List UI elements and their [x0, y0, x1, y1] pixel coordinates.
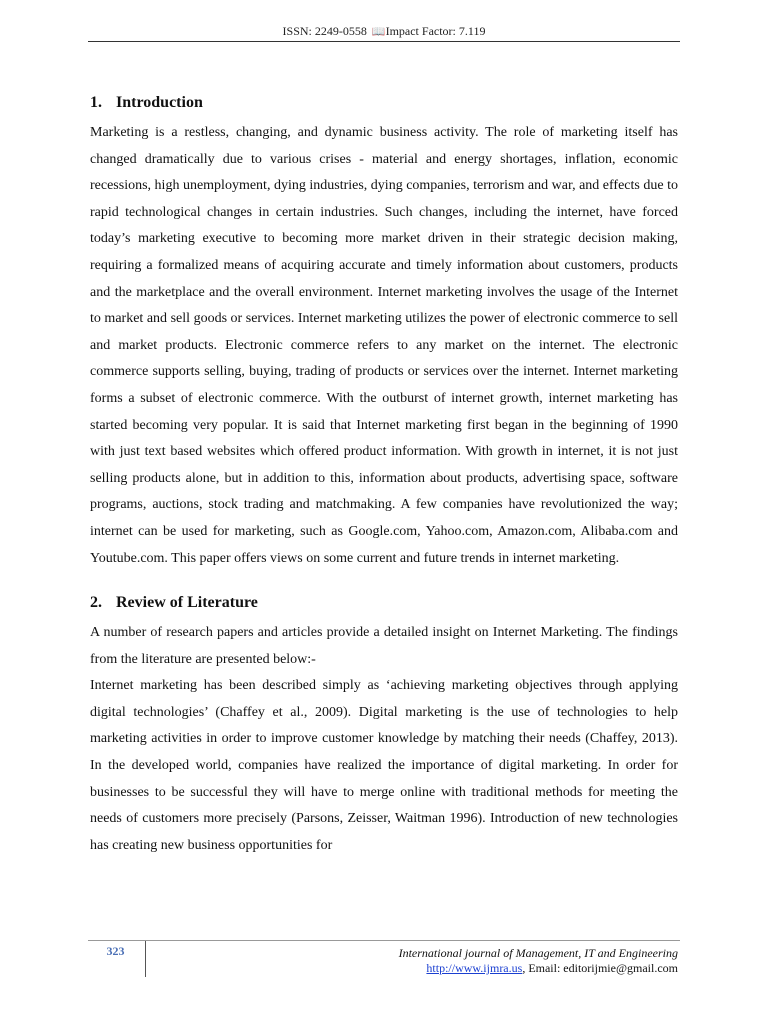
footer-divider [88, 940, 680, 941]
review-paragraph: Internet marketing has been described simply as ‘achieving marketing objectives through applying digital technologies’ (Chaffey et al., 2009). Digital marketing is the use of technologies to help marketing activities in order to improve customer knowledge by matching their needs (Chaffey, 2013). In the developed world, companies have realized the importance of digital marketing. In order for businesses to be successful they will have to merge online with traditional methods for meeting the needs of customers more precisely (Parsons, Zeisser, Waitman 1996). Introduction of new technologies has creating new business opportunities for [90, 678, 678, 853]
section-title: Review of Literature [116, 594, 258, 612]
article-body [90, 92, 678, 859]
journal-url-link[interactable]: http://www.ijmra.us [426, 961, 523, 975]
section-title: Introduction [116, 94, 203, 111]
header-divider [88, 41, 680, 42]
page-number: 323 [106, 944, 125, 958]
section-number: 1. [90, 94, 102, 111]
section-heading-review [90, 592, 678, 614]
review-paragraph: A number of research papers and articles provide a detailed insight on Internet Marketing. The findings from the literature are presented below:- [90, 625, 678, 667]
book-icon: 📖 [371, 26, 386, 38]
section-heading-introduction [90, 92, 678, 114]
footer-contact [426, 961, 678, 976]
issn-text: ISSN: 2249-0558 [282, 24, 367, 38]
email-text: , Email: editorijmie@gmail.com [522, 961, 678, 975]
section-number: 2. [90, 594, 102, 612]
running-header [88, 24, 680, 39]
journal-name: International journal of Management, IT and Engineering [398, 946, 678, 960]
introduction-paragraph: Marketing is a restless, changing, and dynamic business activity. The role of marketing itself has changed dramatically due to various crises - material and energy shortages, inflation, economic recessions, high unemployment, dying industries, dying companies, terrorism and war, and effects due to rapid technological changes in certain industries. Such changes, including the internet, have forced today’s marketing executive to becoming more market driven in their strategic decision making, requiring a formalized means of acquiring accurate and timely information about customers, products and the marketplace and the overall environment. Internet marketing involves the usage of the Internet to market and sell goods or services. Internet marketing utilizes the power of electronic commerce to sell and market products. Electronic commerce refers to any market on the internet. The electronic commerce supports selling, buying, trading of products or services over the internet. Internet marketing forms a subset of electronic commerce. With the outburst of internet growth, internet marketing has started becoming very popular. It is said that Internet marketing first began in the beginning of 1990 with just text based websites which offered product information. With growth in internet, it is not just selling products alone, but in addition to this, information about products, advertising space, software programs, auctions, stock trading and matchmaking. A few companies have revolutionized the way; internet can be used for marketing, such as Google.com, Yahoo.com, Amazon.com, Alibaba.com and Youtube.com. This paper offers views on some current and future trends in internet marketing. [90, 125, 678, 566]
footer-vertical-divider [145, 941, 146, 977]
impact-factor-text: Impact Factor: 7.119 [385, 24, 486, 38]
